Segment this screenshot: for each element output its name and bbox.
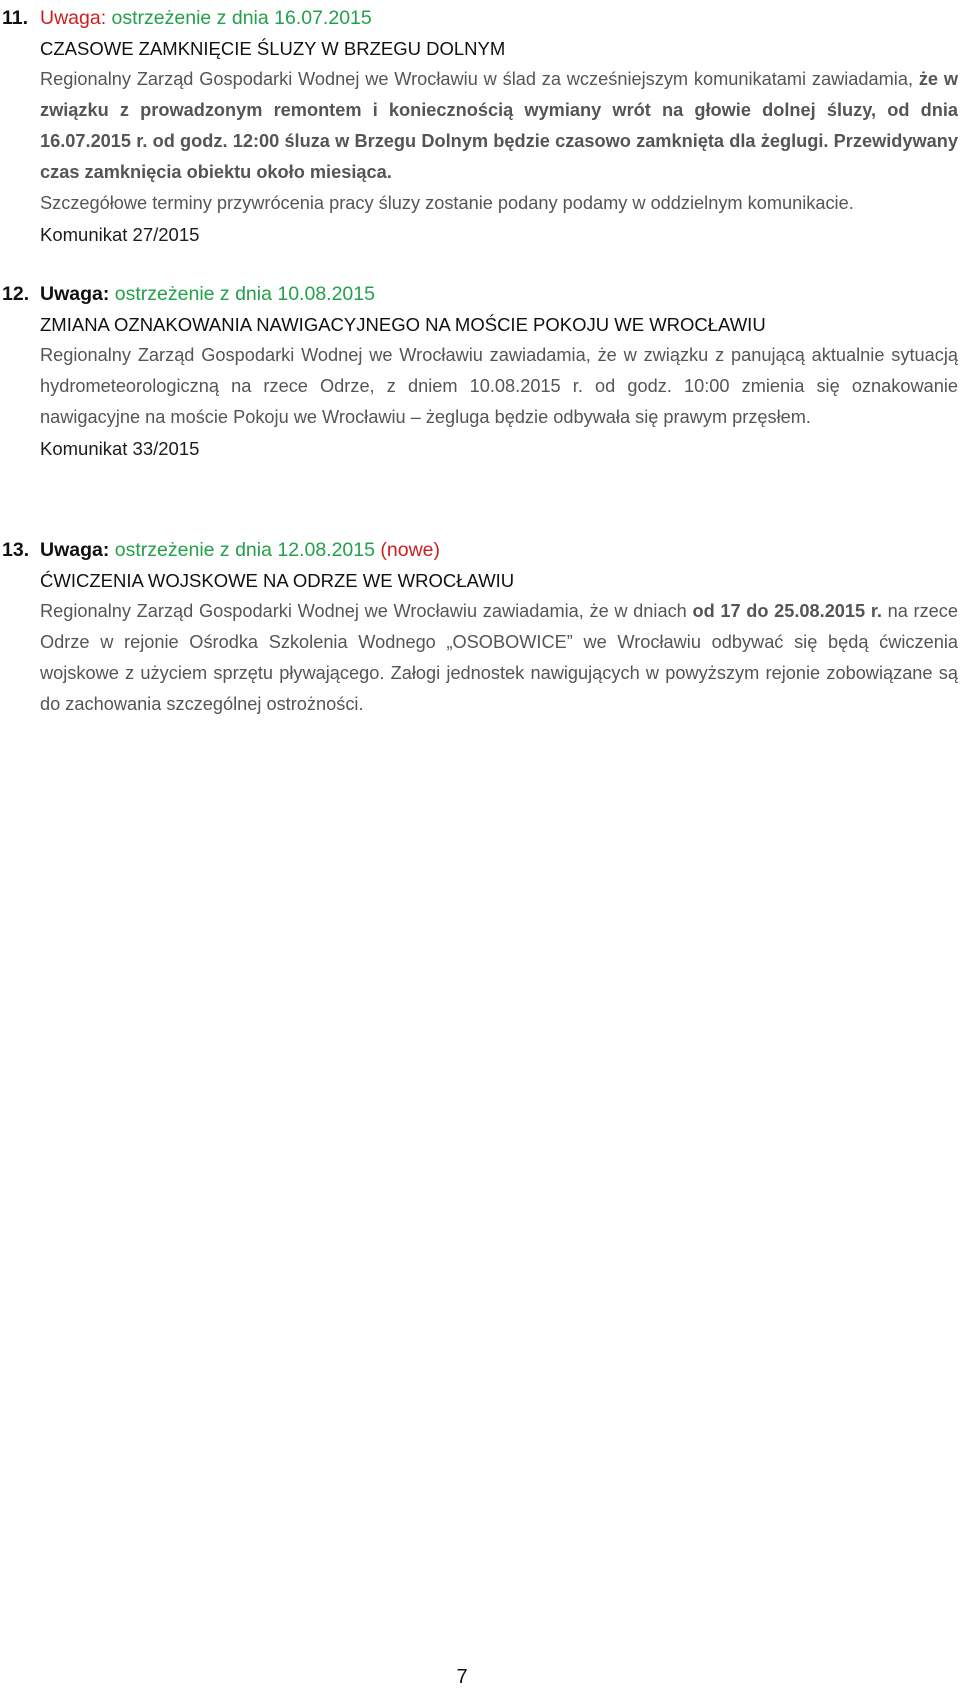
notice-header (0, 278, 960, 310)
komunikat-reference: Komunikat 27/2015 (40, 224, 200, 245)
body-text: Regionalny Zarząd Gospodarki Wodnej we Wrocławiu w ślad za wcześniejszym komunikatami zawiadamia, (40, 69, 919, 89)
notice-title: ĆWICZENIA WOJSKOWE NA ODRZE WE WROCŁAWIU (40, 570, 515, 591)
body-text: Regionalny Zarząd Gospodarki Wodnej we Wrocławiu zawiadamia, że w związku z panującą aktualnie sytuacją hydrometeorologiczną na rzece Odrze, z dniem 10.08.2015 r. od godz. 10:00 zmienia się oznakowanie nawigacyjne na moście Pokoju we Wrocławiu – żegluga będzie odbywała się prawym przęsłem. (40, 345, 958, 427)
notice-header (0, 534, 960, 566)
warning-label: Uwaga: (40, 283, 110, 305)
notice-11 (0, 2, 960, 250)
body-text-bold: od 17 do 25.08.2015 r. (692, 601, 882, 621)
body-text: na rzece Odrze w rejonie Ośrodka Szkolenia Wodnego „OSOBOWICE” we Wrocławiu odbywać się będą ćwiczenia wojskowe z użyciem sprzętu pływającego. Załogi jednostek nawigujących w powyższym rejonie zobowiązane są do zachowania szczególnej ostrożności. (40, 601, 958, 714)
notice-number: 11. (2, 7, 29, 29)
notice-13 (0, 534, 960, 720)
notice-paragraph (40, 188, 958, 219)
warning-date: ostrzeżenie z dnia 16.07.2015 (111, 7, 372, 29)
warning-label: Uwaga: (40, 539, 110, 561)
notice-body (40, 64, 958, 219)
body-text: Szczegółowe terminy przywrócenia pracy śluzy zostanie podany podamy w oddzielnym komunikacie. (40, 193, 854, 213)
warning-label: Uwaga: (40, 7, 107, 29)
warning-date: ostrzeżenie z dnia 10.08.2015 (114, 283, 375, 305)
notice-paragraph (40, 596, 958, 720)
notice-body (40, 596, 958, 720)
notice-paragraph (40, 64, 958, 188)
notice-title: CZASOWE ZAMKNIĘCIE ŚLUZY W BRZEGU DOLNYM (40, 38, 506, 59)
body-text-bold: że w związku z prowadzonym remontem i koniecznością wymiany wrót na głowie dolnej śluzy, od dnia 16.07.2015 r. od godz. 12:00 śluza w Brzegu Dolnym będzie czasowo zamknięta dla żeglugi. Przewidywany czas zamknięcia obiektu około miesiąca. (40, 69, 958, 182)
notice-title: ZMIANA OZNAKOWANIA NAWIGACYJNEGO NA MOŚCIE POKOJU WE WROCŁAWIU (40, 314, 766, 335)
warning-date: ostrzeżenie z dnia 12.08.2015 (114, 539, 375, 561)
notice-12 (0, 278, 960, 464)
komunikat-reference: Komunikat 33/2015 (40, 438, 200, 459)
page-number: 7 (456, 1666, 468, 1688)
notice-body (40, 340, 958, 433)
notice-paragraph (40, 340, 958, 433)
notice-number: 13. (2, 539, 30, 561)
notice-header (0, 2, 960, 34)
body-text: Regionalny Zarząd Gospodarki Wodnej we Wrocławiu zawiadamia, że w dniach (40, 601, 693, 621)
new-badge: (nowe) (374, 539, 440, 561)
notice-number: 12. (2, 283, 30, 305)
